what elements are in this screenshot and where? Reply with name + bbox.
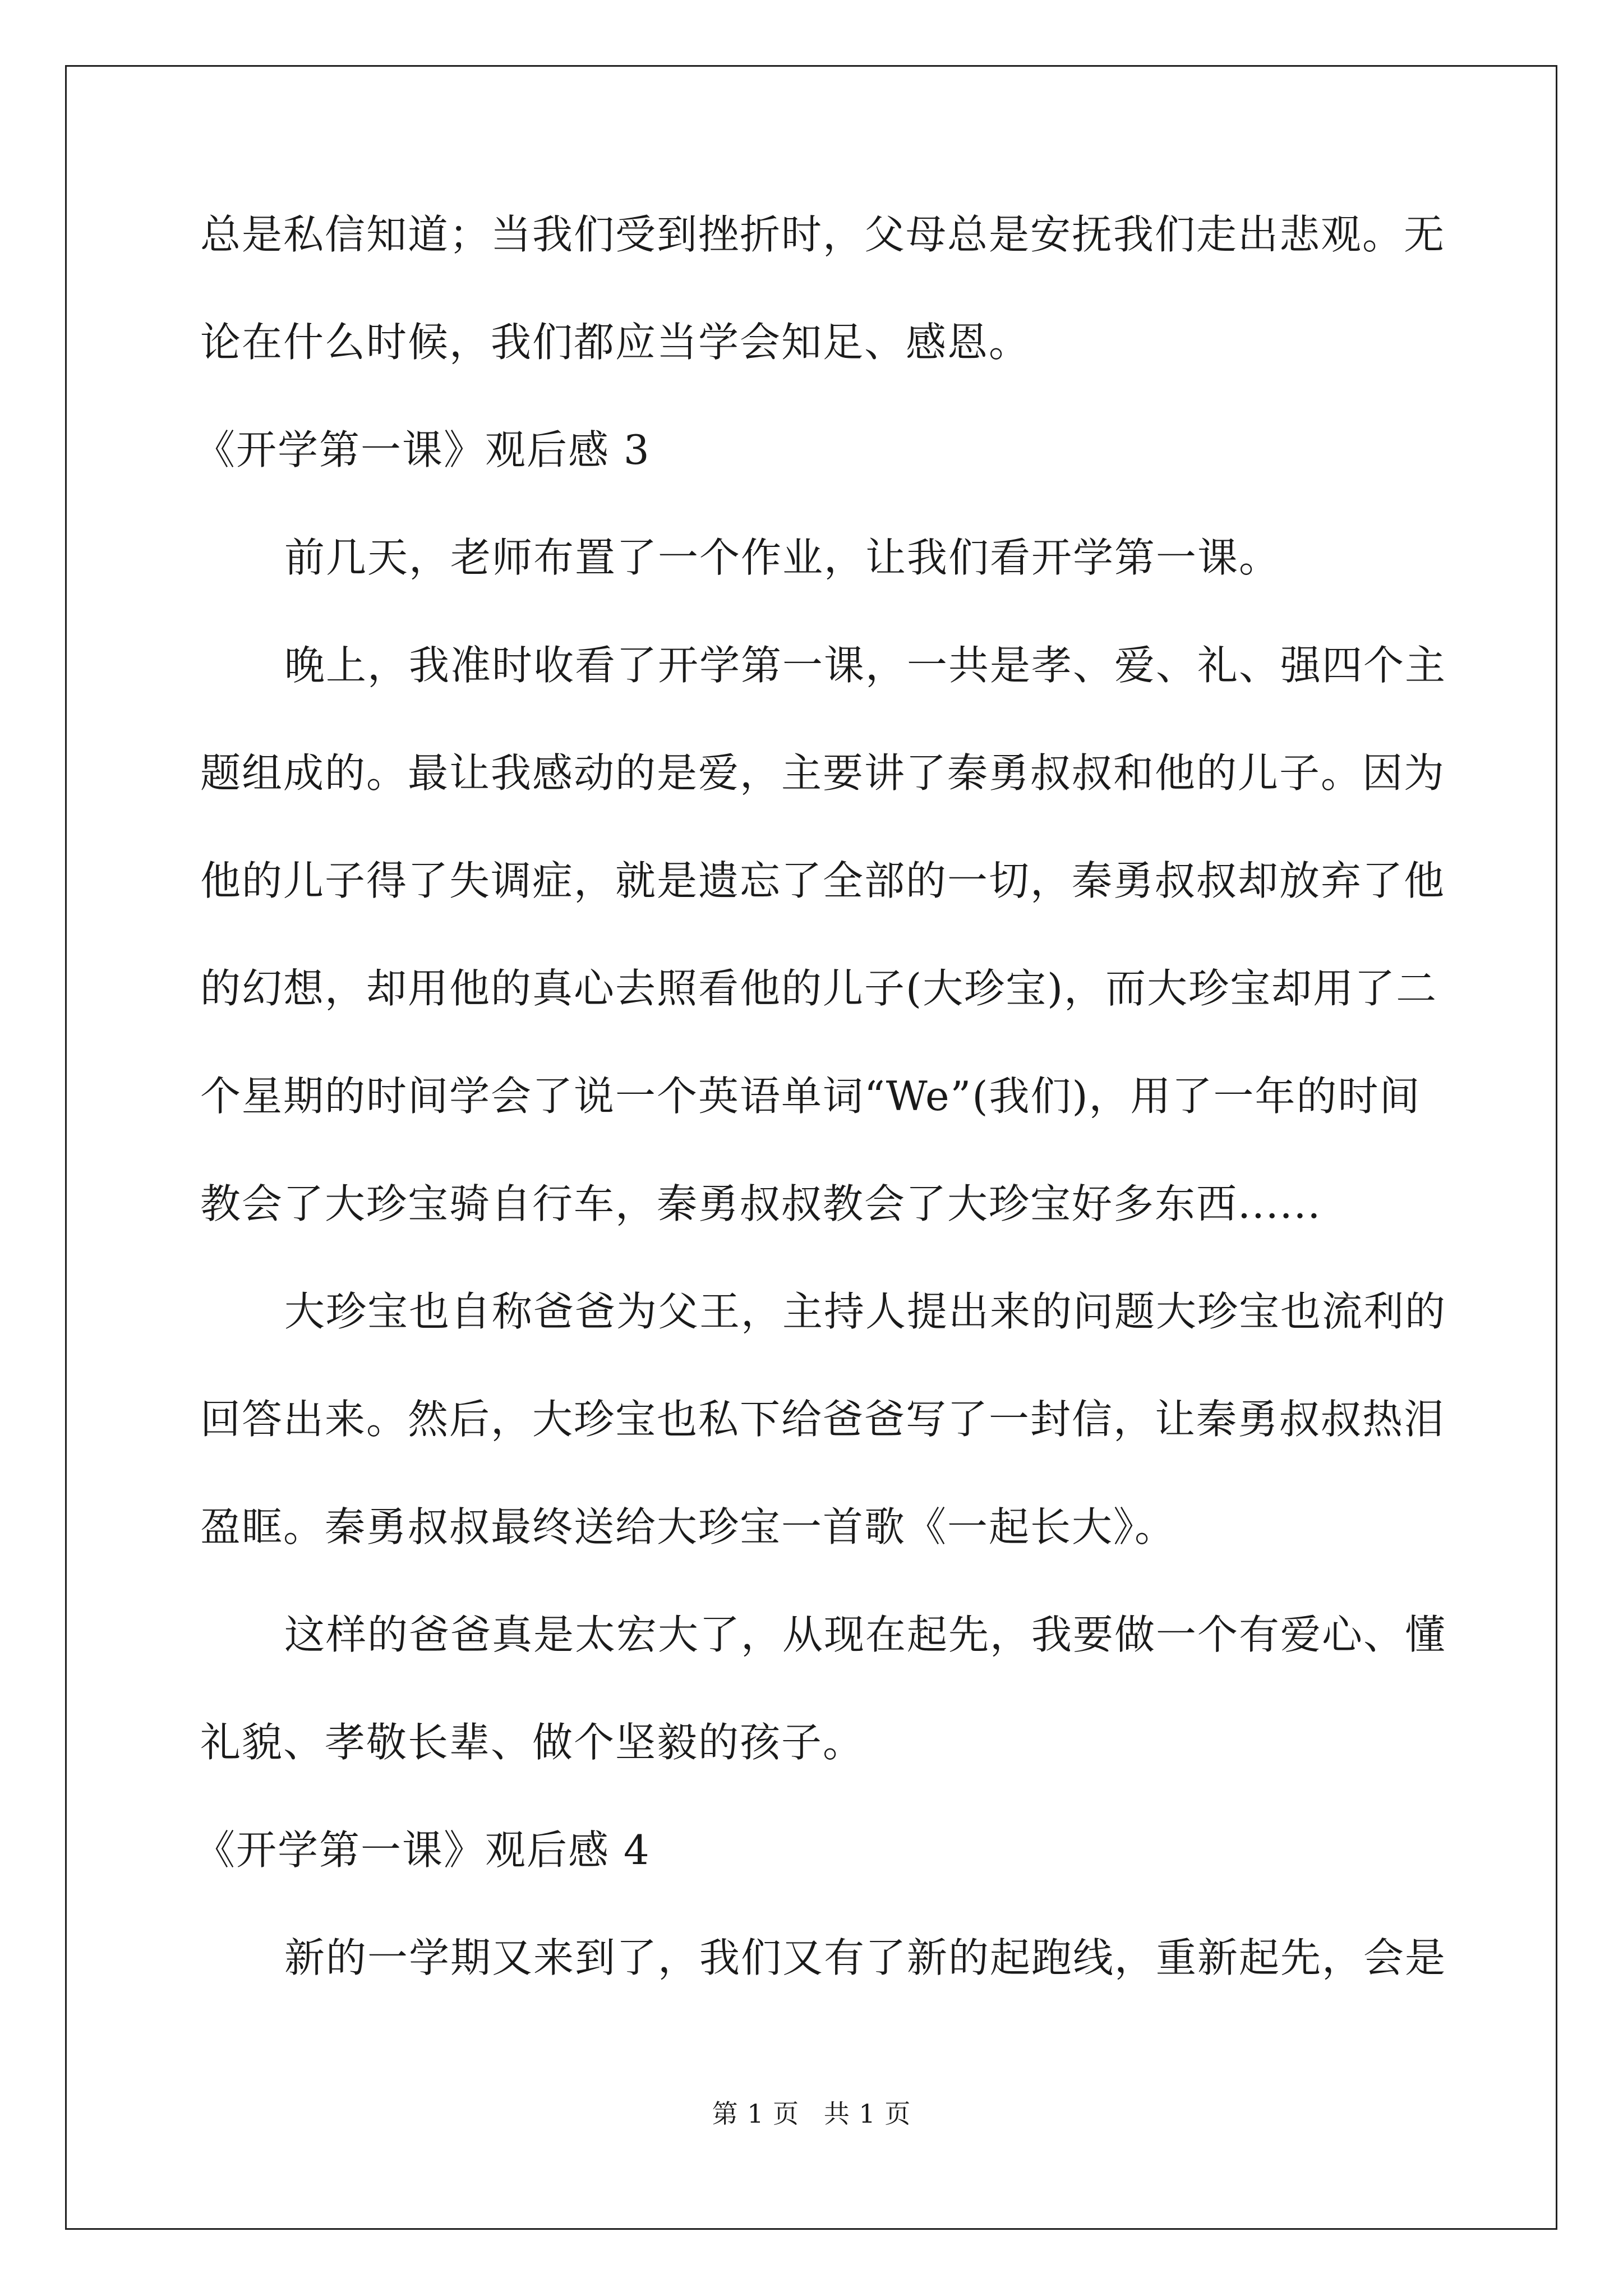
paragraph-line: 论在什么时候，我们都应当学会知足、感恩。 xyxy=(200,319,1031,366)
document-body xyxy=(195,208,1447,1985)
page-footer xyxy=(0,2097,1623,2131)
paragraph-line: 的幻想，却用他的真心去照看他的儿子(大珍宝)，而大珍宝却用了二 xyxy=(200,965,1438,1012)
paragraph-line: 新的一学期又来到了，我们又有了新的起跑线，重新起先，会是 xyxy=(284,1934,1447,1981)
paragraph-line: 礼貌、孝敬长辈、做个坚毅的孩子。 xyxy=(200,1719,865,1766)
paragraph-line: 回答出来。然后，大珍宝也私下给爸爸写了一封信，让秦勇叔叔热泪 xyxy=(200,1396,1446,1443)
paragraph-line: 总是私信知道；当我们受到挫折时，父母总是安抚我们走出悲观。无 xyxy=(200,211,1446,258)
paragraph-line: 这样的爸爸真是太宏大了，从现在起先，我要做一个有爱心、懂 xyxy=(284,1611,1447,1658)
paragraph-line: 他的儿子得了失调症，就是遗忘了全部的一切，秦勇叔叔却放弃了他 xyxy=(200,857,1446,904)
page-total: 共 1 页 xyxy=(823,2099,911,2129)
paragraph-line: 个星期的时间学会了说一个英语单词“We”(我们)，用了一年的时间 xyxy=(200,1073,1421,1120)
section-heading: 《开学第一课》观后感 4 xyxy=(195,1826,651,1874)
paragraph-line: 题组成的。最让我感动的是爱，主要讲了秦勇叔叔和他的儿子。因为 xyxy=(200,749,1446,797)
paragraph-line: 前几天，老师布置了一个作业，让我们看开学第一课。 xyxy=(284,534,1281,581)
paragraph-line: 晚上，我准时收看了开学第一课，一共是孝、爱、礼、强四个主 xyxy=(284,642,1447,689)
paragraph-line: 盈眶。秦勇叔叔最终送给大珍宝一首歌《一起长大》。 xyxy=(200,1503,1177,1550)
paragraph-line: 教会了大珍宝骑自行车，秦勇叔叔教会了大珍宝好多东西...... xyxy=(200,1180,1322,1227)
page-number: 第 1 页 xyxy=(712,2099,800,2129)
paragraph-line: 大珍宝也自称爸爸为父王，主持人提出来的问题大珍宝也流利的 xyxy=(284,1288,1447,1335)
section-heading: 《开学第一课》观后感 3 xyxy=(195,426,651,473)
